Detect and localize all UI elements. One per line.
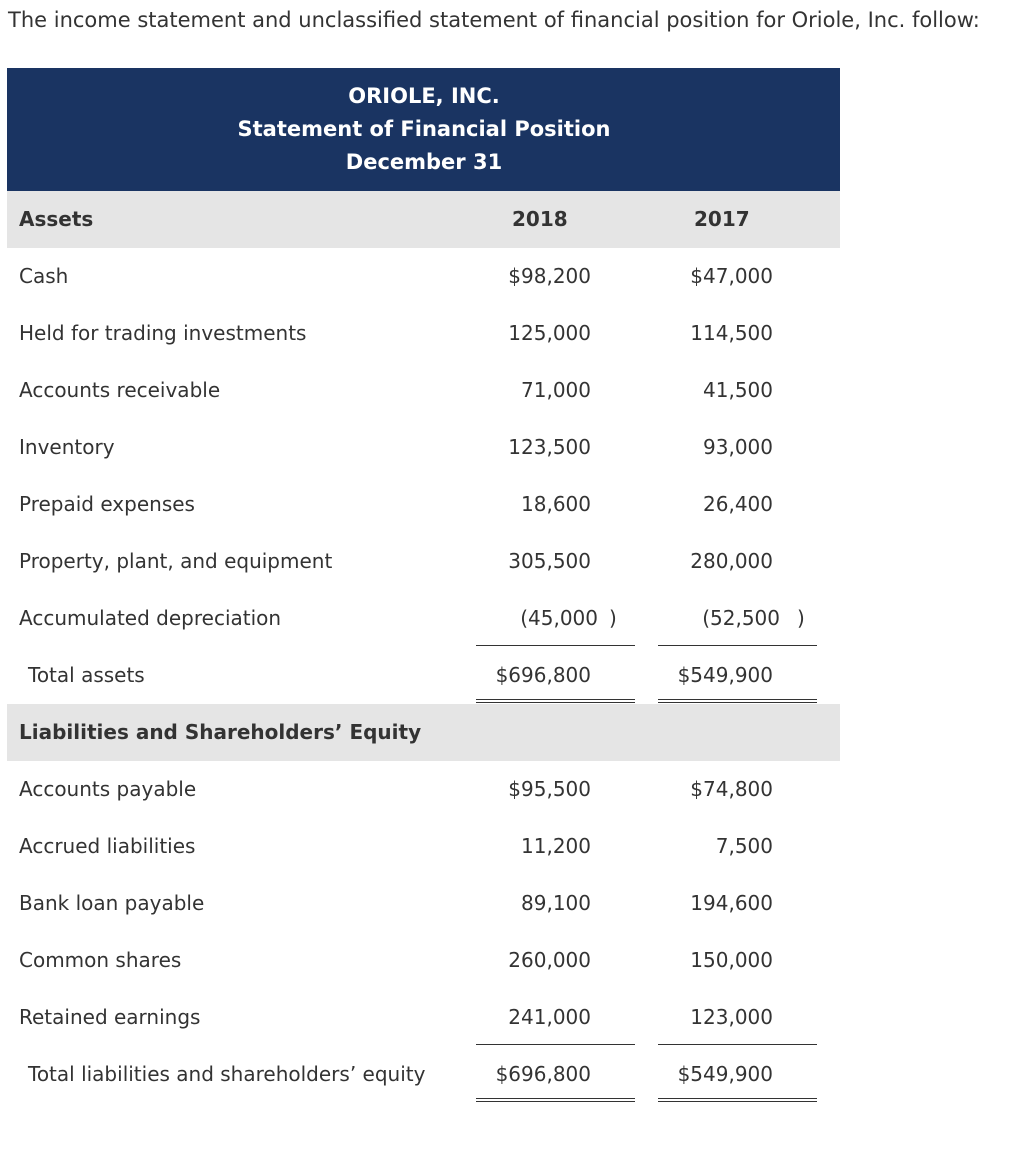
value-2018: 18,600 bbox=[521, 492, 591, 516]
value-2018: 305,500 bbox=[508, 549, 591, 573]
subtotal-rule bbox=[476, 1044, 635, 1045]
value-2017: 280,000 bbox=[690, 549, 773, 573]
row-label: Retained earnings bbox=[19, 1005, 201, 1029]
closing-paren: ) bbox=[797, 606, 805, 630]
value-2018: 123,500 bbox=[508, 435, 591, 459]
table-row bbox=[7, 875, 840, 932]
value-2017: $74,800 bbox=[690, 777, 773, 801]
assets-section-label: Assets bbox=[19, 207, 94, 231]
intro-text: The income statement and unclassified statement of financial position for Oriole, Inc. follow: bbox=[8, 8, 980, 32]
row-label: Inventory bbox=[19, 435, 115, 459]
total-double-rule bbox=[658, 699, 817, 703]
value-2017: 7,500 bbox=[715, 834, 773, 858]
value-2018: (45,000 bbox=[520, 606, 598, 630]
subtotal-rule bbox=[476, 645, 635, 646]
value-2017: 93,000 bbox=[703, 435, 773, 459]
statement-header bbox=[7, 68, 840, 191]
value-2017: $47,000 bbox=[690, 264, 773, 288]
value-2018: $95,500 bbox=[508, 777, 591, 801]
value-2018: $98,200 bbox=[508, 264, 591, 288]
row-label: Prepaid expenses bbox=[19, 492, 195, 516]
row-label: Property, plant, and equipment bbox=[19, 549, 333, 573]
closing-paren: ) bbox=[609, 606, 617, 630]
row-label: Common shares bbox=[19, 948, 182, 972]
table-row bbox=[7, 761, 840, 818]
value-2018: 260,000 bbox=[508, 948, 591, 972]
value-2017: 194,600 bbox=[690, 891, 773, 915]
assets-header-row bbox=[7, 191, 840, 248]
value-2017: 123,000 bbox=[690, 1005, 773, 1029]
total-assets-2017: $549,900 bbox=[677, 663, 773, 687]
value-2018: 125,000 bbox=[508, 321, 591, 345]
table-row bbox=[7, 248, 840, 305]
total-liabilities-label: Total liabilities and shareholders’ equity bbox=[28, 1062, 426, 1086]
value-2017: (52,500 bbox=[702, 606, 780, 630]
company-name: ORIOLE, INC. bbox=[348, 84, 500, 108]
value-2018: 241,000 bbox=[508, 1005, 591, 1029]
total-assets-2018: $696,800 bbox=[495, 663, 591, 687]
row-label: Bank loan payable bbox=[19, 891, 205, 915]
total-double-rule bbox=[476, 699, 635, 703]
total-assets-row bbox=[7, 647, 840, 704]
table-row bbox=[7, 818, 840, 875]
value-2018: 11,200 bbox=[521, 834, 591, 858]
table-row bbox=[7, 989, 840, 1046]
subtotal-rule bbox=[658, 1044, 817, 1045]
total-liabilities-row bbox=[7, 1046, 840, 1103]
row-label: Accounts receivable bbox=[19, 378, 221, 402]
table-row bbox=[7, 476, 840, 533]
value-2017: 114,500 bbox=[690, 321, 773, 345]
row-label: Held for trading investments bbox=[19, 321, 307, 345]
table-row bbox=[7, 305, 840, 362]
statement-date: December 31 bbox=[345, 150, 503, 174]
subtotal-rule bbox=[658, 645, 817, 646]
year-2018-header: 2018 bbox=[512, 207, 568, 231]
row-label: Accumulated depreciation bbox=[19, 606, 282, 630]
row-label: Accrued liabilities bbox=[19, 834, 196, 858]
liabilities-section-label: Liabilities and Shareholders’ Equity bbox=[19, 720, 422, 744]
year-2017-header: 2017 bbox=[694, 207, 750, 231]
total-double-rule bbox=[658, 1098, 817, 1102]
table-row bbox=[7, 533, 840, 590]
value-2018: 89,100 bbox=[521, 891, 591, 915]
table-row bbox=[7, 419, 840, 476]
total-double-rule bbox=[476, 1098, 635, 1102]
table-row bbox=[7, 590, 840, 647]
table-row bbox=[7, 932, 840, 989]
total-liabilities-2018: $696,800 bbox=[495, 1062, 591, 1086]
table-row bbox=[7, 362, 840, 419]
row-label: Cash bbox=[19, 264, 69, 288]
total-liabilities-2017: $549,900 bbox=[677, 1062, 773, 1086]
row-label: Accounts payable bbox=[19, 777, 197, 801]
value-2017: 26,400 bbox=[703, 492, 773, 516]
total-assets-label: Total assets bbox=[28, 663, 145, 687]
value-2018: 71,000 bbox=[521, 378, 591, 402]
financial-position-table bbox=[7, 68, 840, 1103]
liabilities-header-row bbox=[7, 704, 840, 761]
value-2017: 150,000 bbox=[690, 948, 773, 972]
statement-title: Statement of Financial Position bbox=[237, 117, 611, 141]
value-2017: 41,500 bbox=[703, 378, 773, 402]
